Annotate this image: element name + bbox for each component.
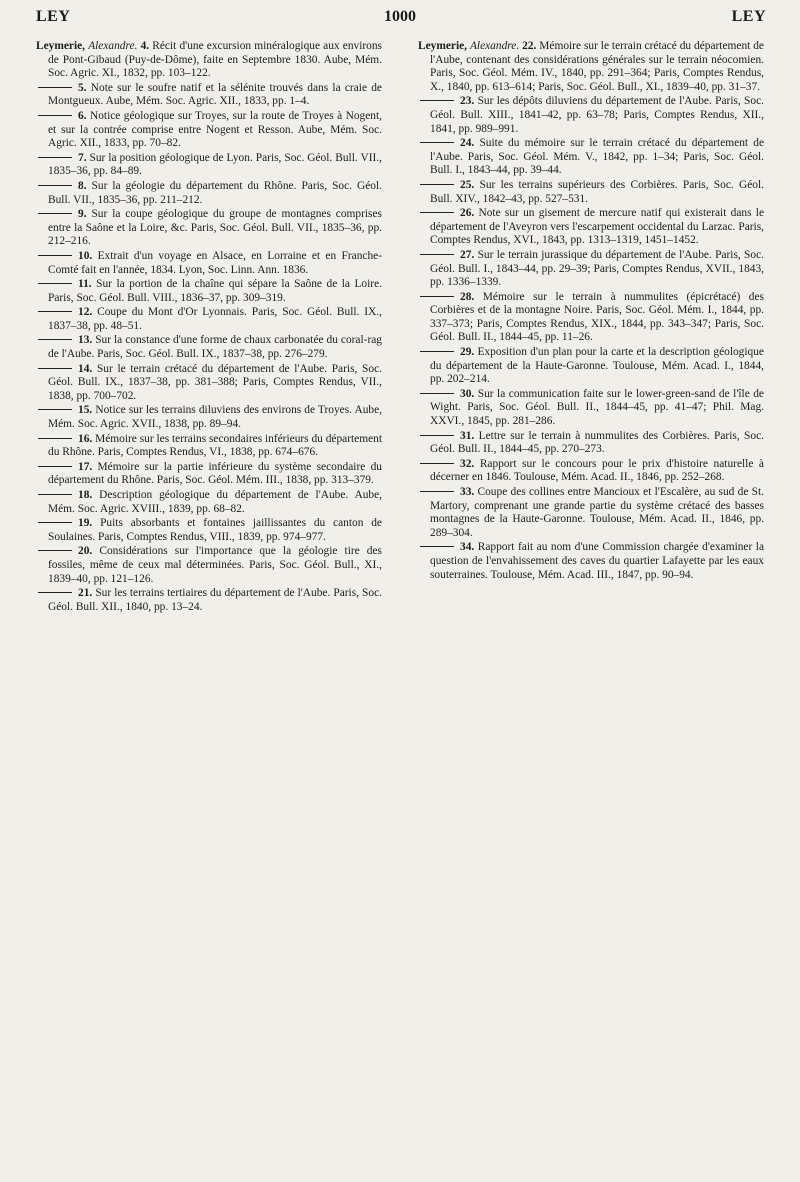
bibliography-entry <box>418 291 764 345</box>
entry-text: Suite du mémoire sur le terrain crétacé du département de l'Aube. Paris, Soc. Géol. Mém. V., 1842, pp. 1–34; Paris, Soc. Géol. Bull. I., 1843–44, pp. 39–44. <box>430 137 764 177</box>
entry-text: Mémoire sur les terrains secondaires inférieurs du département du Rhône. Paris, Comptes Rendus, VI., 1838, pp. 674–676. <box>48 432 382 459</box>
entry-number: 25. <box>460 178 475 191</box>
entry-text: Coupe des collines entre Mancioux et l'Escalère, au sud de St. Martory, comprenant une grande partie du système crétacé des basses montagnes de la Haute-Garonne. Toulouse, Mém. Acad. II., 1846, pp. 289–304. <box>430 486 764 539</box>
bibliography-entry <box>36 180 382 207</box>
entry-number: 26. <box>460 207 475 220</box>
bibliography-entry <box>36 40 382 81</box>
entry-number: 9. <box>78 208 87 221</box>
bibliography-entry <box>36 517 382 544</box>
ditto-dash <box>38 255 72 256</box>
ditto-dash <box>38 592 72 593</box>
bibliography-entry <box>418 179 764 206</box>
bibliography-entry <box>418 95 764 136</box>
bibliography-entry <box>36 461 382 488</box>
entry-number: 22. <box>522 40 537 52</box>
entry-text: Mémoire sur le terrain crétacé du département de l'Aube, contenant des considérations générales sur le terrain néocomien. Paris, Soc. Géol. Mém. IV., 1840, pp. 291–364; Paris, Comptes Rendus, X., 1840, pp. 613–614; Paris, Soc. Géol. Bull., XI., 1839–40, pp. 31–37. <box>430 40 764 93</box>
bibliography-entry <box>418 486 764 540</box>
bibliography-entry <box>36 278 382 305</box>
entry-text: Récit d'une excursion minéralogique aux environs de Pont-Gibaud (Puy-de-Dôme), faite en Septembre 1830. Aube, Mém. Soc. Agric. XI., 1832, pp. 103–122. <box>48 40 382 80</box>
bibliography-entry <box>418 249 764 290</box>
bibliography-entry <box>36 82 382 109</box>
bibliography-entry <box>36 433 382 460</box>
ditto-dash <box>38 311 72 312</box>
ditto-dash <box>420 142 454 143</box>
entry-text: Sur la constance d'une forme de chaux carbonatée du coral-rag de l'Aube. Paris, Soc. Géol. Bull. IX., 1837–38, pp. 276–279. <box>48 334 382 361</box>
ditto-dash <box>420 254 454 255</box>
author-first-name: Alexandre. <box>469 40 520 52</box>
entry-number: 21. <box>78 587 93 600</box>
entry-number: 11. <box>78 278 92 291</box>
entry-text: Sur les dépôts diluviens du département de l'Aube. Paris, Soc. Géol. Bull. XIII., 1841–42, pp. 63–78; Paris, Comptes Rendus, XII., 1841, pp. 989–991. <box>430 95 764 135</box>
entry-number: 4. <box>140 40 150 52</box>
header-right-key: LEY <box>731 8 766 25</box>
author-surname: Leymerie, <box>418 40 468 52</box>
author-surname: Leymerie, <box>36 40 86 52</box>
entry-number: 24. <box>460 137 475 150</box>
ditto-dash <box>38 494 72 495</box>
entry-text: Notice géologique sur Troyes, sur la route de Troyes à Nogent, et sur la contrée comprise entre Nogent et Resson. Aube, Mém. Soc. Agric. XII., 1833, pp. 70–82. <box>48 109 382 150</box>
entry-number: 33. <box>460 486 475 498</box>
entry-number: 20. <box>78 545 93 558</box>
running-header <box>0 0 800 32</box>
entry-text: Mémoire sur le terrain à nummulites (épicrétacé) des Corbières et de la montagne Noire. Paris, Soc. Géol. Mém. I., 1844, pp. 337–373; Paris, Comptes Rendus, XIX., 1844, pp. 343–347; Paris, Soc. Géol. Bull. II., 1844–45, pp. 11–26. <box>430 290 764 344</box>
entry-text: Extrait d'un voyage en Alsace, en Lorraine et en Franche-Comté fait en l'année, 1834. Lyon, Soc. Linn. Ann. 1836. <box>48 249 382 276</box>
bibliography-entry <box>36 587 382 614</box>
entry-text: Sur la coupe géologique du groupe de montagnes comprises entre la Saône et la Loire, &c. Paris, Soc. Géol. Bull. VII., 1835–36, pp. 212–216. <box>48 208 382 248</box>
bibliography-entry <box>36 545 382 586</box>
entry-text: Exposition d'un plan pour la carte et la description géologique du département de la Haute-Garonne. Toulouse, Mém. Acad. I., 1844, pp. 202–214. <box>430 346 764 386</box>
entry-number: 12. <box>78 306 93 319</box>
ditto-dash <box>38 157 72 158</box>
entry-text: Note sur le soufre natif et la sélénite trouvés dans la craie de Montgueux. Aube, Mém. Soc. Agric. XII., 1833, pp. 1–4. <box>48 81 382 108</box>
left-column <box>36 40 382 615</box>
entry-number: 27. <box>460 248 475 261</box>
entry-number: 23. <box>460 95 475 108</box>
ditto-dash <box>420 546 454 547</box>
bibliography-entry <box>36 489 382 516</box>
entry-number: 32. <box>460 457 475 470</box>
entry-number: 13. <box>78 334 93 347</box>
bibliography-entry <box>418 388 764 429</box>
ditto-dash <box>38 466 72 467</box>
ditto-dash <box>38 438 72 439</box>
bibliography-entry <box>36 208 382 249</box>
bibliography-entry <box>36 110 382 151</box>
entry-text: Rapport sur le concours pour le prix d'histoire naturelle à décerner en 1846. Toulouse, Mém. Acad. II., 1846, pp. 252–268. <box>430 457 764 484</box>
bibliography-entry <box>36 306 382 333</box>
entry-text: Sur le terrain crétacé du département de l'Aube. Paris, Soc. Géol. Bull. IX., 1837–38, pp. 381–388; Paris, Comptes Rendus, VII., 1838, pp. 700–702. <box>48 362 382 402</box>
entry-text: Sur la géologie du département du Rhône. Paris, Soc. Géol. Bull. VII., 1835–36, pp. 211–212. <box>48 179 382 206</box>
ditto-dash <box>38 213 72 214</box>
entry-number: 34. <box>460 541 475 554</box>
ditto-dash <box>38 550 72 551</box>
entry-text: Considérations sur l'importance que la géologie tire des fossiles, même de ceux mal déterminées. Paris, Soc. Géol. Bull., XI., 1839–40, pp. 121–126. <box>48 545 382 585</box>
ditto-dash <box>420 296 454 297</box>
entry-text: Puits absorbants et fontaines jaillissantes du canton de Soulaines. Paris, Comptes Rendus, VIII., 1839, pp. 974–977. <box>48 517 382 543</box>
entry-number: 19. <box>78 517 93 530</box>
entry-text: Sur les terrains tertiaires du département de l'Aube. Paris, Soc. Géol. Bull. XII., 1840, pp. 13–24. <box>48 587 382 613</box>
ditto-dash <box>420 100 454 101</box>
ditto-dash <box>420 491 454 492</box>
entry-text: Lettre sur le terrain à nummulites des Corbières. Paris, Soc. Géol. Bull. II., 1844–45, pp. 270–273. <box>430 429 764 456</box>
bibliography-entry <box>36 152 382 179</box>
entry-text: Sur la position géologique de Lyon. Paris, Soc. Géol. Bull. VII., 1835–36, pp. 84–89. <box>48 151 382 178</box>
entry-number: 28. <box>460 290 475 303</box>
ditto-dash <box>38 409 72 410</box>
entry-number: 5. <box>78 81 87 94</box>
bibliography-entry <box>36 363 382 404</box>
ditto-dash <box>38 368 72 369</box>
page-number: 1000 <box>384 8 416 25</box>
entry-number: 6. <box>78 109 87 122</box>
entry-text: Sur le terrain jurassique du département de l'Aube. Paris, Soc. Géol. Bull. I., 1843–44, pp. 29–39; Paris, Comptes Rendus, XVII., 1843, pp. 1336–1339. <box>430 248 764 289</box>
entry-text: Sur la communication faite sur le lower-green-sand de l'île de Wight. Paris, Soc. Géol. Bull. II., 1844–45, pp. 41–47; Phil. Mag. XXVI., 1845, pp. 281–286. <box>430 387 764 428</box>
entry-number: 17. <box>78 460 93 473</box>
bibliography-entry <box>418 207 764 248</box>
ditto-dash <box>38 87 72 88</box>
ditto-dash <box>38 522 72 523</box>
entry-number: 15. <box>78 404 93 417</box>
header-left-key: LEY <box>36 8 71 25</box>
bibliography-entry <box>418 430 764 457</box>
bibliography-entry <box>36 404 382 431</box>
entry-text: Note sur un gisement de mercure natif qui existerait dans le département de l'Aveyron vers l'escarpement occidental du Larzac. Paris, Comptes Rendus, XVI., 1843, pp. 1313–1319, 1451–1452. <box>430 207 764 247</box>
ditto-dash <box>420 435 454 436</box>
entry-text: Sur les terrains supérieurs des Corbières. Paris, Soc. Géol. Bull. XIV., 1842–43, pp. 527–531. <box>430 178 764 205</box>
ditto-dash <box>420 463 454 464</box>
entry-text: Coupe du Mont d'Or Lyonnais. Paris, Soc. Géol. Bull. IX., 1837–38, pp. 48–51. <box>48 306 382 332</box>
right-column <box>418 40 764 583</box>
ditto-dash <box>38 115 72 116</box>
entry-text: Sur la portion de la chaîne qui sépare la Saône de la Loire. Paris, Soc. Géol. Bull. VIII., 1836–37, pp. 309–319. <box>48 278 382 304</box>
entry-number: 16. <box>78 432 93 445</box>
ditto-dash <box>420 184 454 185</box>
entry-number: 8. <box>78 179 87 192</box>
entry-text: Mémoire sur la partie inférieure du système secondaire du département du Rhône. Paris, Soc. Géol. Mém. III., 1838, pp. 313–379. <box>48 460 382 487</box>
bibliography-entry <box>418 541 764 582</box>
entry-number: 31. <box>460 429 475 442</box>
entry-text: Description géologique du département de l'Aube. Aube, Mém. Soc. Agric. XVIII., 1839, pp. 68–82. <box>48 489 382 515</box>
ditto-dash <box>38 339 72 340</box>
bibliography-entry <box>36 334 382 361</box>
bibliography-entry <box>36 250 382 277</box>
ditto-dash <box>420 212 454 213</box>
entry-number: 7. <box>78 151 87 164</box>
author-first-name: Alexandre. <box>88 40 138 52</box>
ditto-dash <box>38 283 72 284</box>
ditto-dash <box>420 351 454 352</box>
bibliography-entry <box>418 137 764 178</box>
entry-number: 30. <box>460 387 475 400</box>
entry-number: 18. <box>78 489 93 501</box>
entry-text: Rapport fait au nom d'une Commission chargée d'examiner la question de l'envahissement des caves du quartier Lafayette par les eaux souterraines. Toulouse, Mém. Acad. III., 1847, pp. 90–94. <box>430 541 764 581</box>
entry-number: 14. <box>78 362 93 375</box>
entry-text: Notice sur les terrains diluviens des environs de Troyes. Aube, Mém. Soc. Agric. XVII., 1838, pp. 89–94. <box>48 404 382 431</box>
ditto-dash <box>38 185 72 186</box>
bibliography-entry <box>418 458 764 485</box>
entry-number: 10. <box>78 249 93 262</box>
ditto-dash <box>420 393 454 394</box>
entry-number: 29. <box>460 346 475 359</box>
bibliography-entry <box>418 40 764 94</box>
bibliography-entry <box>418 346 764 387</box>
